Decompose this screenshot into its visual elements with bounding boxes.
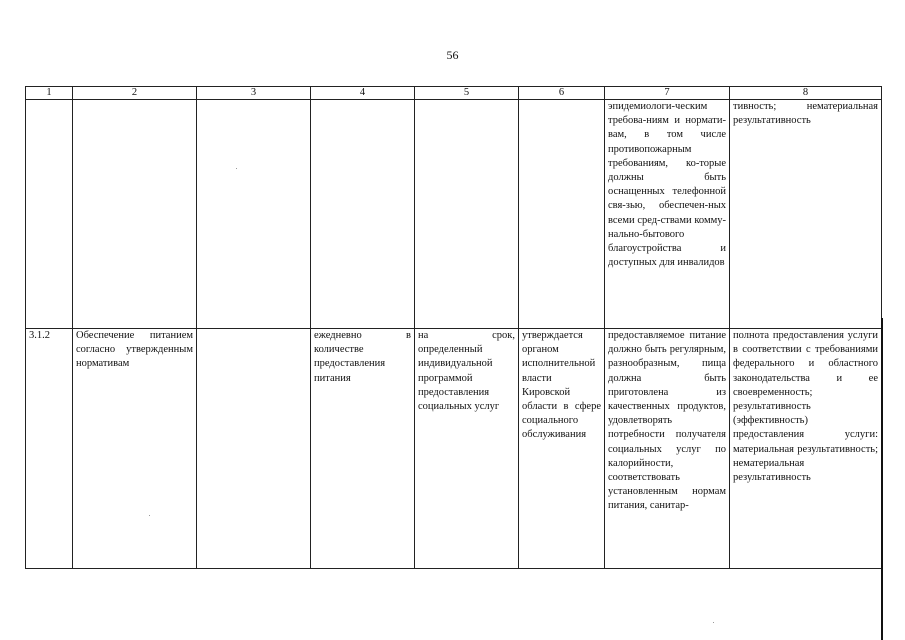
cell-empty (311, 100, 415, 329)
cell-tariff: утверждается органом исполнительной власти Кировской области в сфере социального обслуживания (519, 329, 605, 569)
column-header-8: 8 (730, 87, 882, 100)
cell-assessment-continued: тивность; нематериальная результативность (730, 100, 882, 329)
column-header-5: 5 (415, 87, 519, 100)
cell-empty (73, 100, 197, 329)
column-header-4: 4 (311, 87, 415, 100)
scan-speck (149, 515, 150, 516)
cell-requirements-continued: эпидемиологи-ческим требова-ниям и нормати-вам, в том числе противопожарным требованиям, ко-торые должны быть оснащенных телефонной свя-зью, обеспечен-ных всеми сред-ствами комму-нально-бытового благоустройства и доступных для инвалидов (605, 100, 730, 329)
cell-standard-volume (197, 329, 311, 569)
header-row (26, 87, 882, 100)
cell-quality-requirements: предоставляемое питание должно быть регулярным, разнообразным, пища должна быть приготовлена из качественных продуктов, удовлетворять потребности получателя социальных услуг по калорийности, соответствовать установленным нормам питания, санитар- (605, 329, 730, 569)
column-header-2: 2 (73, 87, 197, 100)
table-row-continuation (26, 100, 882, 329)
scan-edge-line (881, 318, 883, 640)
cell-item-number: 3.1.2 (26, 329, 73, 569)
page-number: 56 (446, 48, 459, 62)
cell-empty (415, 100, 519, 329)
table-row-3-1-2 (26, 329, 882, 569)
services-table (25, 86, 882, 569)
cell-empty (197, 100, 311, 329)
column-header-1: 1 (26, 87, 73, 100)
cell-empty (519, 100, 605, 329)
cell-delivery-period: ежедневно в количестве предоставления питания (311, 329, 415, 569)
cell-delivery-term: на срок, определенный индивидуальной программой предоставления социальных услуг (415, 329, 519, 569)
scan-speck (713, 622, 714, 623)
cell-quality-assessment: полнота предоставления услуги в соответствии с требованиями федерального и областного законодательства и ее своевременность; результативность (эффективность) предоставления услуги: материальная результативность; нематериальная результативность (730, 329, 882, 569)
column-header-6: 6 (519, 87, 605, 100)
cell-service-name: Обеспечение питанием согласно утвержденным нормативам (73, 329, 197, 569)
scan-speck (236, 168, 237, 169)
column-header-3: 3 (197, 87, 311, 100)
column-header-7: 7 (605, 87, 730, 100)
cell-empty (26, 100, 73, 329)
